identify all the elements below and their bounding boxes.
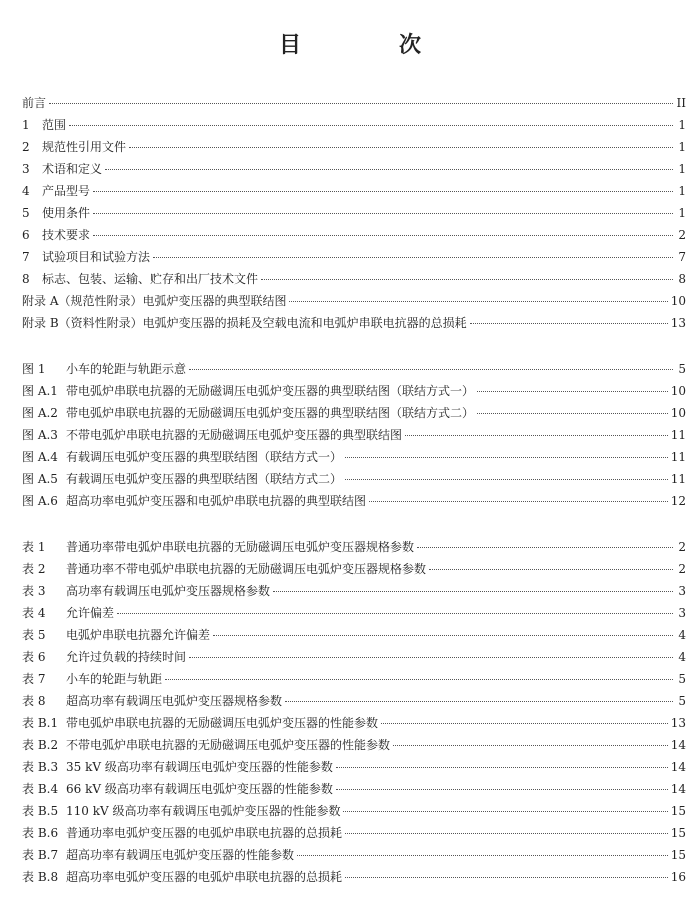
toc-entry-number: 表 B.8 xyxy=(22,870,59,884)
toc-entry-page: 15 xyxy=(670,804,686,818)
leader-dots xyxy=(289,301,667,302)
toc-entry[interactable] xyxy=(22,650,686,672)
toc-entry[interactable] xyxy=(22,184,686,206)
leader-dots xyxy=(369,501,668,502)
leader-dots xyxy=(336,789,668,790)
toc-entry-page: 13 xyxy=(670,316,686,330)
toc-entry-page: 7 xyxy=(678,250,686,264)
toc-entry-number: 表 7 xyxy=(22,672,46,686)
toc-entry-page: 3 xyxy=(678,584,686,598)
toc-entry-page: 11 xyxy=(670,472,686,486)
leader-dots xyxy=(285,701,673,702)
leader-dots xyxy=(477,413,668,414)
toc-entry-page: 2 xyxy=(678,228,686,242)
toc-entry[interactable] xyxy=(22,384,686,406)
toc-entry-label: 普通功率不带电弧炉串联电抗器的无励磁调压电弧炉变压器规格参数 xyxy=(66,562,427,576)
toc-entry[interactable] xyxy=(22,428,686,450)
toc-entry[interactable] xyxy=(22,760,686,782)
toc-entry-label: 标志、包装、运输、贮存和出厂技术文件 xyxy=(42,272,259,286)
toc-entry-label: 有载调压电弧炉变压器的典型联结图（联结方式一） xyxy=(66,450,343,464)
leader-dots xyxy=(336,767,668,768)
leader-dots xyxy=(165,679,673,680)
leader-dots xyxy=(405,435,668,436)
leader-dots xyxy=(417,547,673,548)
toc-entry-label: 规范性引用文件 xyxy=(42,140,127,154)
leader-dots xyxy=(129,147,673,148)
toc-entry-label: 高功率有载调压电弧炉变压器规格参数 xyxy=(66,584,271,598)
toc-entry[interactable] xyxy=(22,494,686,516)
toc-entry-number: 表 2 xyxy=(22,562,46,576)
toc-entry[interactable] xyxy=(22,584,686,606)
toc-entry[interactable] xyxy=(22,406,686,428)
toc-entry-number: 表 B.5 xyxy=(22,804,59,818)
toc-entry-number: 表 4 xyxy=(22,606,46,620)
toc-entry-page: 1 xyxy=(678,118,686,132)
toc-entry-number: 7 xyxy=(22,250,30,264)
leader-dots xyxy=(93,213,673,214)
toc-entry-label: 范围 xyxy=(42,118,67,132)
toc-entry[interactable] xyxy=(22,826,686,848)
toc-entry-number: 图 A.6 xyxy=(22,494,58,508)
leader-dots xyxy=(153,257,673,258)
toc-entry-label: 试验项目和试验方法 xyxy=(42,250,151,264)
toc-entry-number: 5 xyxy=(22,206,30,220)
toc-figures xyxy=(22,362,686,516)
toc-entry-label: 产品型号 xyxy=(42,184,91,198)
toc-entry-page: II xyxy=(676,96,686,110)
toc-entry-label: 110 kV 级高功率有载调压电弧炉变压器的性能参数 xyxy=(66,804,341,818)
toc-entry-page: 1 xyxy=(678,206,686,220)
toc-entry-page: 15 xyxy=(670,848,686,862)
toc-entry-label: 超高功率电弧炉变压器的电弧炉串联电抗器的总损耗 xyxy=(66,870,343,884)
leader-dots xyxy=(345,877,668,878)
toc-entry-page: 1 xyxy=(678,140,686,154)
toc-entry-label: 附录 A（规范性附录）电弧炉变压器的典型联结图 xyxy=(22,294,287,308)
toc-entry-number: 表 B.4 xyxy=(22,782,59,796)
toc-entry-number: 图 A.3 xyxy=(22,428,58,442)
toc-entry[interactable] xyxy=(22,472,686,494)
toc-entry-label: 前言 xyxy=(22,96,47,110)
toc-entry-label: 允许偏差 xyxy=(66,606,115,620)
toc-entry[interactable] xyxy=(22,162,686,184)
toc-entry-page: 14 xyxy=(670,760,686,774)
toc-entry-label: 超高功率有载调压电弧炉变压器的性能参数 xyxy=(66,848,295,862)
toc-entry-label: 不带电弧炉串联电抗器的无励磁调压电弧炉变压器的性能参数 xyxy=(66,738,391,752)
toc-entry-number: 表 3 xyxy=(22,584,46,598)
leader-dots xyxy=(93,191,673,192)
toc-entry-label: 普通功率电弧炉变压器的电弧炉串联电抗器的总损耗 xyxy=(66,826,343,840)
toc-entry[interactable] xyxy=(22,96,686,118)
leader-dots xyxy=(49,103,673,104)
toc-entry-label: 带电弧炉串联电抗器的无励磁调压电弧炉变压器的典型联结图（联结方式二） xyxy=(66,406,475,420)
toc-entry-page: 8 xyxy=(678,272,686,286)
leader-dots xyxy=(345,479,668,480)
toc-entry[interactable] xyxy=(22,140,686,162)
toc-entry-page: 13 xyxy=(670,716,686,730)
toc-entry-label: 小车的轮距与轨距示意 xyxy=(66,362,187,376)
toc-entry-number: 6 xyxy=(22,228,30,242)
leader-dots xyxy=(393,745,668,746)
toc-entry-page: 11 xyxy=(670,428,686,442)
toc-entry-number: 4 xyxy=(22,184,30,198)
toc-entry-page: 4 xyxy=(678,628,686,642)
toc-entry-label: 电弧炉串联电抗器允许偏差 xyxy=(66,628,211,642)
toc-entry-page: 10 xyxy=(670,406,686,420)
leader-dots xyxy=(261,279,673,280)
toc-entry-page: 11 xyxy=(670,450,686,464)
toc-entry[interactable] xyxy=(22,782,686,804)
toc-entry-number: 2 xyxy=(22,140,30,154)
toc-entry-label: 术语和定义 xyxy=(42,162,103,176)
toc-entry-number: 表 B.7 xyxy=(22,848,59,862)
toc-entry-number: 8 xyxy=(22,272,30,286)
toc-entry-number: 表 B.2 xyxy=(22,738,59,752)
toc-entry-page: 5 xyxy=(678,672,686,686)
toc-entry-label: 带电弧炉串联电抗器的无励磁调压电弧炉变压器的性能参数 xyxy=(66,716,379,730)
toc-entry-number: 表 1 xyxy=(22,540,46,554)
toc-entry-page: 2 xyxy=(678,562,686,576)
toc-entry[interactable] xyxy=(22,250,686,272)
toc-entry-page: 10 xyxy=(670,384,686,398)
toc-entry[interactable] xyxy=(22,272,686,294)
toc-entry-label: 超高功率电弧炉变压器和电弧炉串联电抗器的典型联结图 xyxy=(66,494,367,508)
toc-entry-number: 表 8 xyxy=(22,694,46,708)
toc-entry-page: 15 xyxy=(670,826,686,840)
leader-dots xyxy=(189,657,673,658)
toc-entry-page: 10 xyxy=(670,294,686,308)
leader-dots xyxy=(105,169,673,170)
leader-dots xyxy=(381,723,668,724)
toc-entry[interactable] xyxy=(22,672,686,694)
toc-entry-label: 66 kV 级高功率有载调压电弧炉变压器的性能参数 xyxy=(66,782,333,796)
toc-entry-label: 技术要求 xyxy=(42,228,91,242)
toc-entry[interactable] xyxy=(22,540,686,562)
leader-dots xyxy=(93,235,673,236)
toc-entry-label: 带电弧炉串联电抗器的无励磁调压电弧炉变压器的典型联结图（联结方式一） xyxy=(66,384,475,398)
leader-dots xyxy=(343,811,667,812)
toc-entry-label: 允许过负载的持续时间 xyxy=(66,650,187,664)
toc-entry-label: 不带电弧炉串联电抗器的无励磁调压电弧炉变压器的典型联结图 xyxy=(66,428,403,442)
toc-entry[interactable] xyxy=(22,694,686,716)
toc-entry-number: 图 A.2 xyxy=(22,406,58,420)
leader-dots xyxy=(345,457,668,458)
toc-entry-page: 1 xyxy=(678,162,686,176)
leader-dots xyxy=(273,591,673,592)
leader-dots xyxy=(117,613,673,614)
toc-entry-number: 图 A.5 xyxy=(22,472,58,486)
leader-dots xyxy=(213,635,673,636)
toc-entry[interactable] xyxy=(22,206,686,228)
toc-entry-label: 普通功率带电弧炉串联电抗器的无励磁调压电弧炉变压器规格参数 xyxy=(66,540,415,554)
toc-entry-number: 3 xyxy=(22,162,30,176)
leader-dots xyxy=(189,369,673,370)
toc-entry-page: 12 xyxy=(670,494,686,508)
toc-entry-page: 5 xyxy=(678,362,686,376)
leader-dots xyxy=(470,323,668,324)
toc-entry-page: 14 xyxy=(670,738,686,752)
leader-dots xyxy=(69,125,673,126)
toc-entry-number: 表 B.6 xyxy=(22,826,59,840)
toc-entry-label: 附录 B（资料性附录）电弧炉变压器的损耗及空载电流和电弧炉串联电抗器的总损耗 xyxy=(22,316,467,330)
toc-entry[interactable] xyxy=(22,848,686,870)
toc-entry-label: 有载调压电弧炉变压器的典型联结图（联结方式二） xyxy=(66,472,343,486)
toc-entry-label: 使用条件 xyxy=(42,206,91,220)
toc-entry-page: 4 xyxy=(678,650,686,664)
toc-entry-page: 5 xyxy=(678,694,686,708)
toc-entry-page: 1 xyxy=(678,184,686,198)
toc-entry[interactable] xyxy=(22,316,686,338)
toc-entry[interactable] xyxy=(22,228,686,250)
leader-dots xyxy=(477,391,668,392)
toc-entry-page: 3 xyxy=(678,606,686,620)
page-title: 目 次 xyxy=(278,32,459,58)
toc-entry[interactable] xyxy=(22,870,686,892)
toc-entry-label: 35 kV 级高功率有载调压电弧炉变压器的性能参数 xyxy=(66,760,333,774)
leader-dots xyxy=(297,855,668,856)
toc-entry-page: 2 xyxy=(678,540,686,554)
toc-sections xyxy=(22,96,686,338)
toc-entry-page: 16 xyxy=(670,870,686,884)
toc-entry-number: 图 A.1 xyxy=(22,384,58,398)
toc-entry-number: 表 5 xyxy=(22,628,46,642)
toc-entry[interactable] xyxy=(22,804,686,826)
toc-entry[interactable] xyxy=(22,716,686,738)
leader-dots xyxy=(429,569,673,570)
toc-tables xyxy=(22,540,686,892)
toc-entry-number: 1 xyxy=(22,118,30,132)
toc-entry[interactable] xyxy=(22,606,686,628)
toc-entry[interactable] xyxy=(22,562,686,584)
toc-entry[interactable] xyxy=(22,362,686,384)
toc-entry-label: 超高功率有载调压电弧炉变压器规格参数 xyxy=(66,694,283,708)
toc-entry[interactable] xyxy=(22,450,686,472)
toc-entry[interactable] xyxy=(22,118,686,140)
toc-entry-number: 图 1 xyxy=(22,362,46,376)
toc-entry[interactable] xyxy=(22,738,686,760)
toc-entry-number: 表 B.3 xyxy=(22,760,59,774)
toc-entry-number: 图 A.4 xyxy=(22,450,58,464)
leader-dots xyxy=(345,833,668,834)
toc-entry-number: 表 6 xyxy=(22,650,46,664)
toc-entry-number: 表 B.1 xyxy=(22,716,59,730)
toc-entry[interactable] xyxy=(22,294,686,316)
toc-entry[interactable] xyxy=(22,628,686,650)
toc-entry-page: 14 xyxy=(670,782,686,796)
toc-entry-label: 小车的轮距与轨距 xyxy=(66,672,163,686)
